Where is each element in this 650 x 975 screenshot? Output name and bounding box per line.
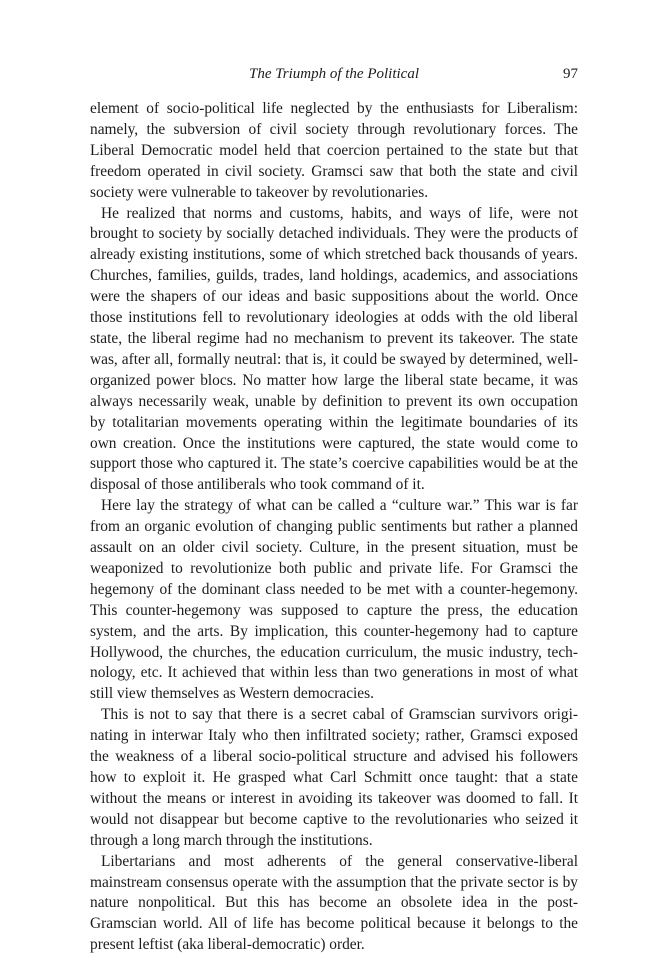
- running-title: The Triumph of the Political: [248, 66, 419, 82]
- paragraph-1: element of socio-political life neglected by the enthusiasts for Liberalism: namely, the subversion of civil society through revolutionary forces. The Liberal Democratic model held that coercion pertained to the state but that freedom operated in civil society. Gramsci saw that both the state and civil society were vulnerable to takeover by revolutionaries.: [90, 100, 578, 201]
- paragraph-2: He realized that norms and customs, habits, and ways of life, were not brought to society by socially detached individuals. They were the products of already existing institutions, some of which stretched back thousands of years. Churches, families, guilds, trades, land holdings, academics, and associations were the shapers of our ideas and basic suppositions about the world. Once those institutions fell to revolutionary ideologies at odds with the old liberal state, the liberal regime had no mechanism to prevent its takeover. The state was, after all, formally neutral: that is, it could be swayed by determined, well-organized power blocs. No matter how large the liberal state became, it was always necessarily weak, unable by definition to prevent its own occupation by totalitarian movements operating within the legitimate boundaries of its own creation. Once the institutions were captured, the state would come to support those who captured it. The state’s coercive capabilities would be at the disposal of those antiliberals who took command of it.: [90, 204, 578, 494]
- paragraph-4: This is not to say that there is a secret cabal of Gramscian survivors originating in interwar Italy who then infiltrated society; rather, Gramsci exposed the weakness of a liberal socio-political structure and advised his followers how to exploit it. He grasped what Carl Schmitt once taught: that a state without the means or interest in avoiding its takeover was doomed to fall. It would not disappear but become captive to the revolutionaries who seized it through a long march through the institutions.: [90, 706, 578, 849]
- running-head: [90, 66, 578, 86]
- page-number: 97: [563, 66, 578, 82]
- paragraph-5: Libertarians and most adherents of the general conservative-liberal mainstream consensus operate with the assumption that the private sector is by nature nonpolitical. But this has become an obsolete idea in the post-Gramscian world. All of life has become political because it belongs to the present leftist (aka liberal-democratic) order.: [90, 852, 578, 954]
- body-text: [90, 99, 578, 956]
- paragraph-3: Here lay the strategy of what can be called a “culture war.” This war is far from an organic evolution of changing public sentiments but rather a planned assault on an older civil society. Culture, in the present situation, must be weaponized to revolutionize both public and private life. For Gramsci the hegemony of the dominant class needed to be met with a counter-hegemony. This counter-hegemony was supposed to capture the press, the education system, and the arts. By implication, this counter-hegemony had to capture Hollywood, the churches, the education curriculum, the music industry, technology, etc. It achieved that within less than two generations in most of what still view themselves as Western democracies.: [90, 497, 578, 703]
